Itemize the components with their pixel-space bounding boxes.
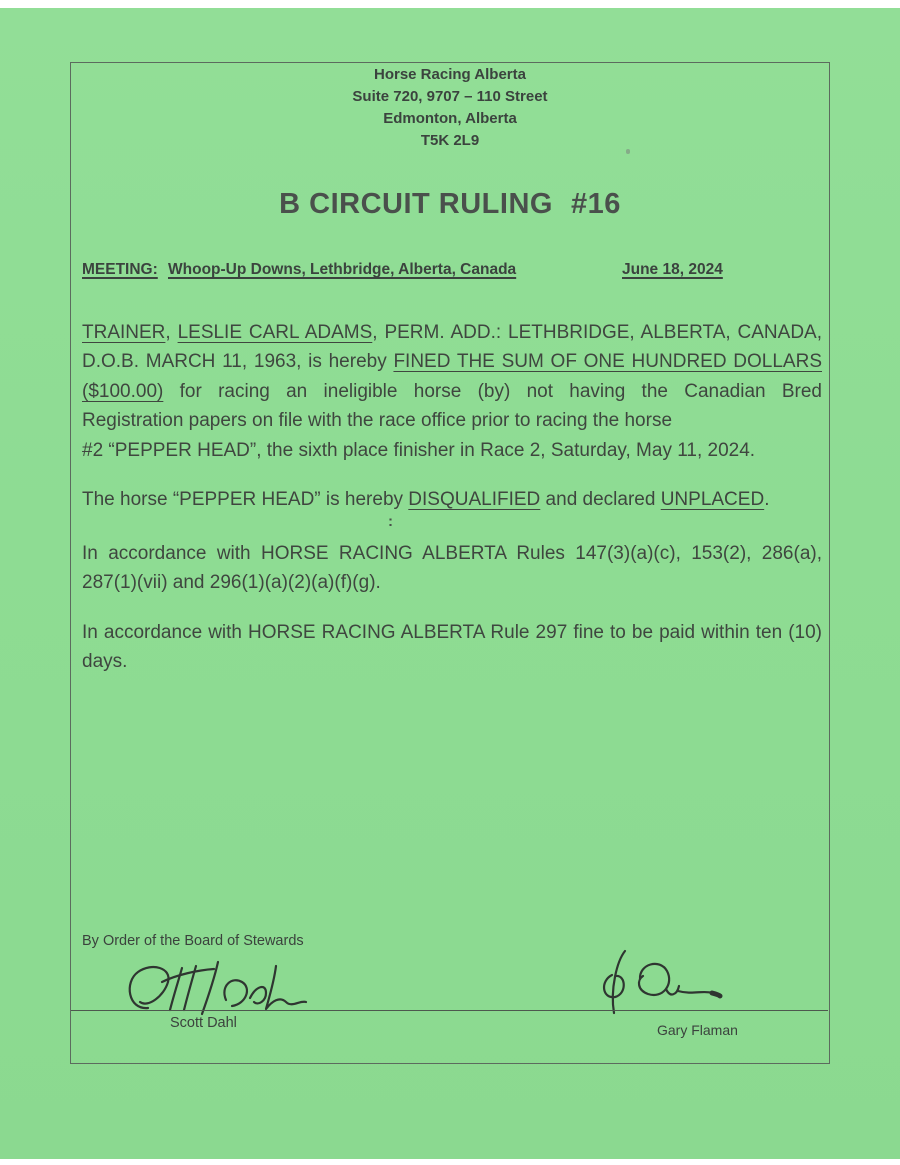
underlined-text: UNPLACED xyxy=(660,489,765,510)
ruling-line: In accordance with HORSE RACING ALBERTA Rules 147(3)(a)(c), 153(2), 286(a), xyxy=(82,543,822,564)
underlined-text: DISQUALIFIED xyxy=(408,489,541,510)
ruling-line: Registration papers on file with the race office prior to racing the horse xyxy=(82,410,673,431)
scan-artifact-dot xyxy=(626,149,630,154)
ruling-line: 287(1)(vii) and 296(1)(a)(2)(a)(f)(g). xyxy=(82,572,381,593)
ruling-number: #16 xyxy=(570,188,621,220)
stray-colon-mark: : xyxy=(388,513,393,530)
org-name: Horse Racing Alberta xyxy=(374,66,526,83)
meeting-date: June 18, 2024 xyxy=(622,261,723,278)
meeting-location: Whoop-Up Downs, Lethbridge, Alberta, Canada xyxy=(168,261,517,278)
ruling-line: #2 “PEPPER HEAD”, the sixth place finisher in Race 2, Saturday, May 11, 2024. xyxy=(82,440,756,461)
signatory-name-left: Scott Dahl xyxy=(170,1015,237,1031)
ruling-line: days. xyxy=(82,651,128,672)
ruling-text: , xyxy=(165,322,178,343)
ruling-text: , PERM. ADD.: LETHBRIDGE, ALBERTA, CANADA, xyxy=(372,322,823,343)
ruling-title xyxy=(0,188,900,221)
underlined-text: LESLIE CARL ADAMS xyxy=(177,322,373,343)
underlined-text: FINED THE SUM OF ONE HUNDRED DOLLARS xyxy=(393,351,822,372)
address-line-2: Edmonton, Alberta xyxy=(383,110,517,127)
ruling-line: In accordance with HORSE RACING ALBERTA Rule 297 fine to be paid within ten (10) xyxy=(82,622,822,643)
underlined-text: TRAINER xyxy=(82,322,166,343)
ruling-text: D.O.B. MARCH 11, 1963, is hereby xyxy=(82,351,394,372)
ruling-line xyxy=(82,489,822,511)
address-line-1: Suite 720, 9707 – 110 Street xyxy=(352,88,548,105)
signatory-name-right: Gary Flaman xyxy=(657,1022,738,1038)
ruling-title-text: B CIRCUIT RULING xyxy=(279,188,553,220)
signature-rule-line xyxy=(71,1010,828,1011)
underlined-text: ($100.00) xyxy=(82,381,164,402)
ruling-line xyxy=(82,322,822,344)
ruling-text: for racing an ineligible horse (by) not having the Canadian Bred xyxy=(163,381,822,402)
signature-scribble-right xyxy=(580,947,725,1017)
meeting-label: MEETING: xyxy=(82,261,158,278)
ruling-text: The horse “PEPPER HEAD” is hereby xyxy=(82,489,409,510)
ruling-line xyxy=(82,381,822,403)
ruling-text: . xyxy=(764,489,770,510)
postal-code: T5K 2L9 xyxy=(420,132,480,149)
by-order-text: By Order of the Board of Stewards xyxy=(82,933,304,949)
ruling-text: and declared xyxy=(540,489,661,510)
ruling-line xyxy=(82,351,822,373)
